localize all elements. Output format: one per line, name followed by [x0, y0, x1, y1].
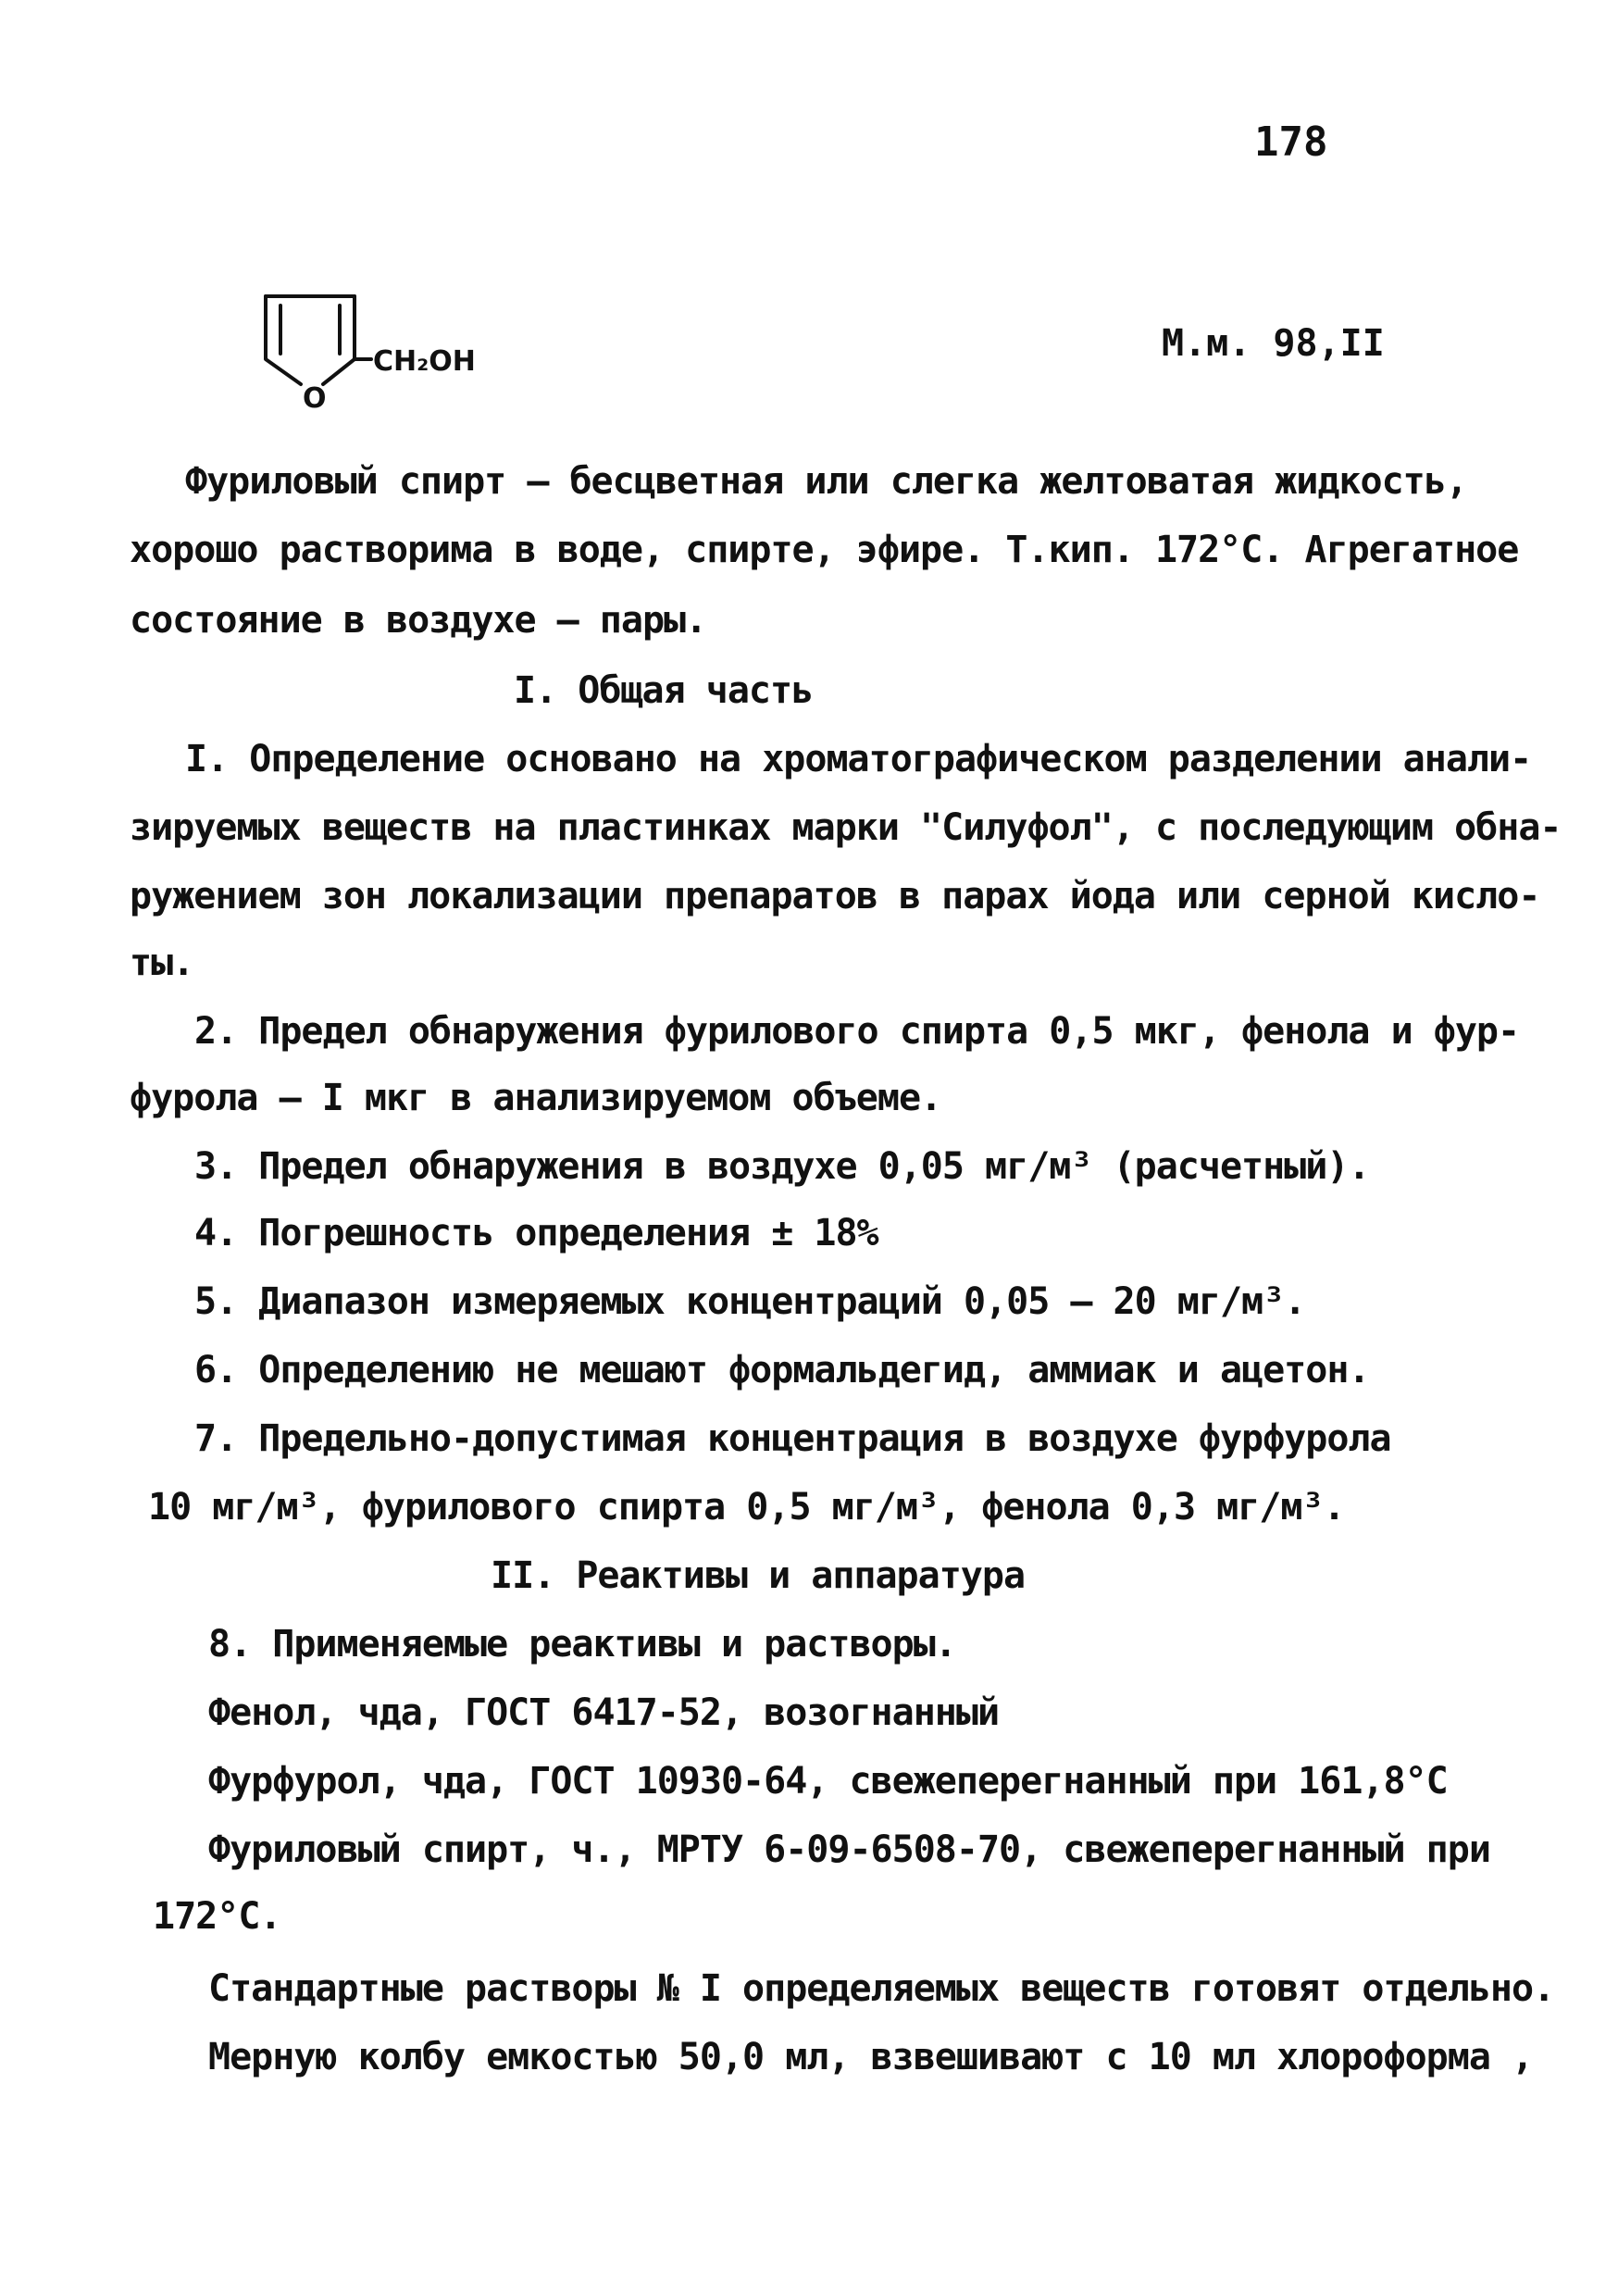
- item2-line-2: фурола – I мкг в анализируемом объеме.: [130, 1077, 942, 1119]
- item7-line-1: 7. Предельно-допустимая концентрация в воздухе фурфурола: [194, 1417, 1391, 1460]
- item5-line: 5. Диапазон измеряемых концентраций 0,05 – 20 мг/м³.: [194, 1280, 1306, 1323]
- item7-line-2: 10 мг/м³, фурилового спирта 0,5 мг/м³, фенола 0,3 мг/м³.: [148, 1486, 1345, 1529]
- page-number: 178: [1254, 119, 1328, 166]
- reagent-furfural: Фурфурол, чда, ГОСТ 10930-64, свежеперегнанный при 161,8°С: [208, 1760, 1448, 1803]
- furan-structure-diagram: [255, 287, 523, 417]
- reagent-furyl-alcohol-line-1: Фуриловый спирт, ч., МРТУ 6-09-6508-70, свежеперегнанный при: [208, 1828, 1490, 1871]
- section2-heading: II. Реактивы и аппаратура: [491, 1554, 1026, 1597]
- item4-line: 4. Погрешность определения ± 18%: [194, 1212, 878, 1254]
- item1-line-2: зируемых веществ на пластинках марки "Силуфол", с последующим обна-: [130, 806, 1562, 849]
- item8-line: 8. Применяемые реактивы и растворы.: [208, 1623, 956, 1666]
- item1-line-4: ты.: [130, 942, 194, 984]
- item1-line-1: I. Определение основано на хроматографическом разделении анали-: [185, 738, 1532, 780]
- intro-line-3: состояние в воздухе – пары.: [130, 599, 707, 642]
- reagent-phenol: Фенол, чда, ГОСТ 6417-52, возогнанный: [208, 1691, 1000, 1734]
- intro-line-2: хорошо растворима в воде, спирте, эфире. Т.кип. 172°С. Агрегатное: [130, 529, 1519, 571]
- substituent-label: CH₂OH: [373, 345, 476, 378]
- item2-line-1: 2. Предел обнаружения фурилового спирта 0,5 мкг, фенола и фур-: [194, 1010, 1520, 1053]
- standard-solutions-line-1: Стандартные растворы № I определяемых веществ готовят отдельно.: [208, 1967, 1555, 2010]
- ring-oxygen-label: O: [303, 382, 327, 415]
- section1-heading: I. Общая часть: [514, 669, 814, 712]
- molecular-mass: М.м. 98,II: [1162, 322, 1385, 365]
- ring-bond-left: [266, 296, 301, 384]
- standard-solutions-line-2: Мерную колбу емкостью 50,0 мл, взвешивают с 10 мл хлороформа ,: [208, 2036, 1534, 2078]
- intro-line-1: Фуриловый спирт – бесцветная или слегка желтоватая жидкость,: [185, 460, 1467, 503]
- item1-line-3: ружением зон локализации препаратов в парах йода или серной кисло-: [130, 875, 1540, 917]
- reagent-furyl-alcohol-line-2: 172°С.: [153, 1895, 281, 1938]
- item3-line: 3. Предел обнаружения в воздухе 0,05 мг/м³ (расчетный).: [194, 1145, 1370, 1188]
- item6-line: 6. Определению не мешают формальдегид, аммиак и ацетон.: [194, 1349, 1370, 1391]
